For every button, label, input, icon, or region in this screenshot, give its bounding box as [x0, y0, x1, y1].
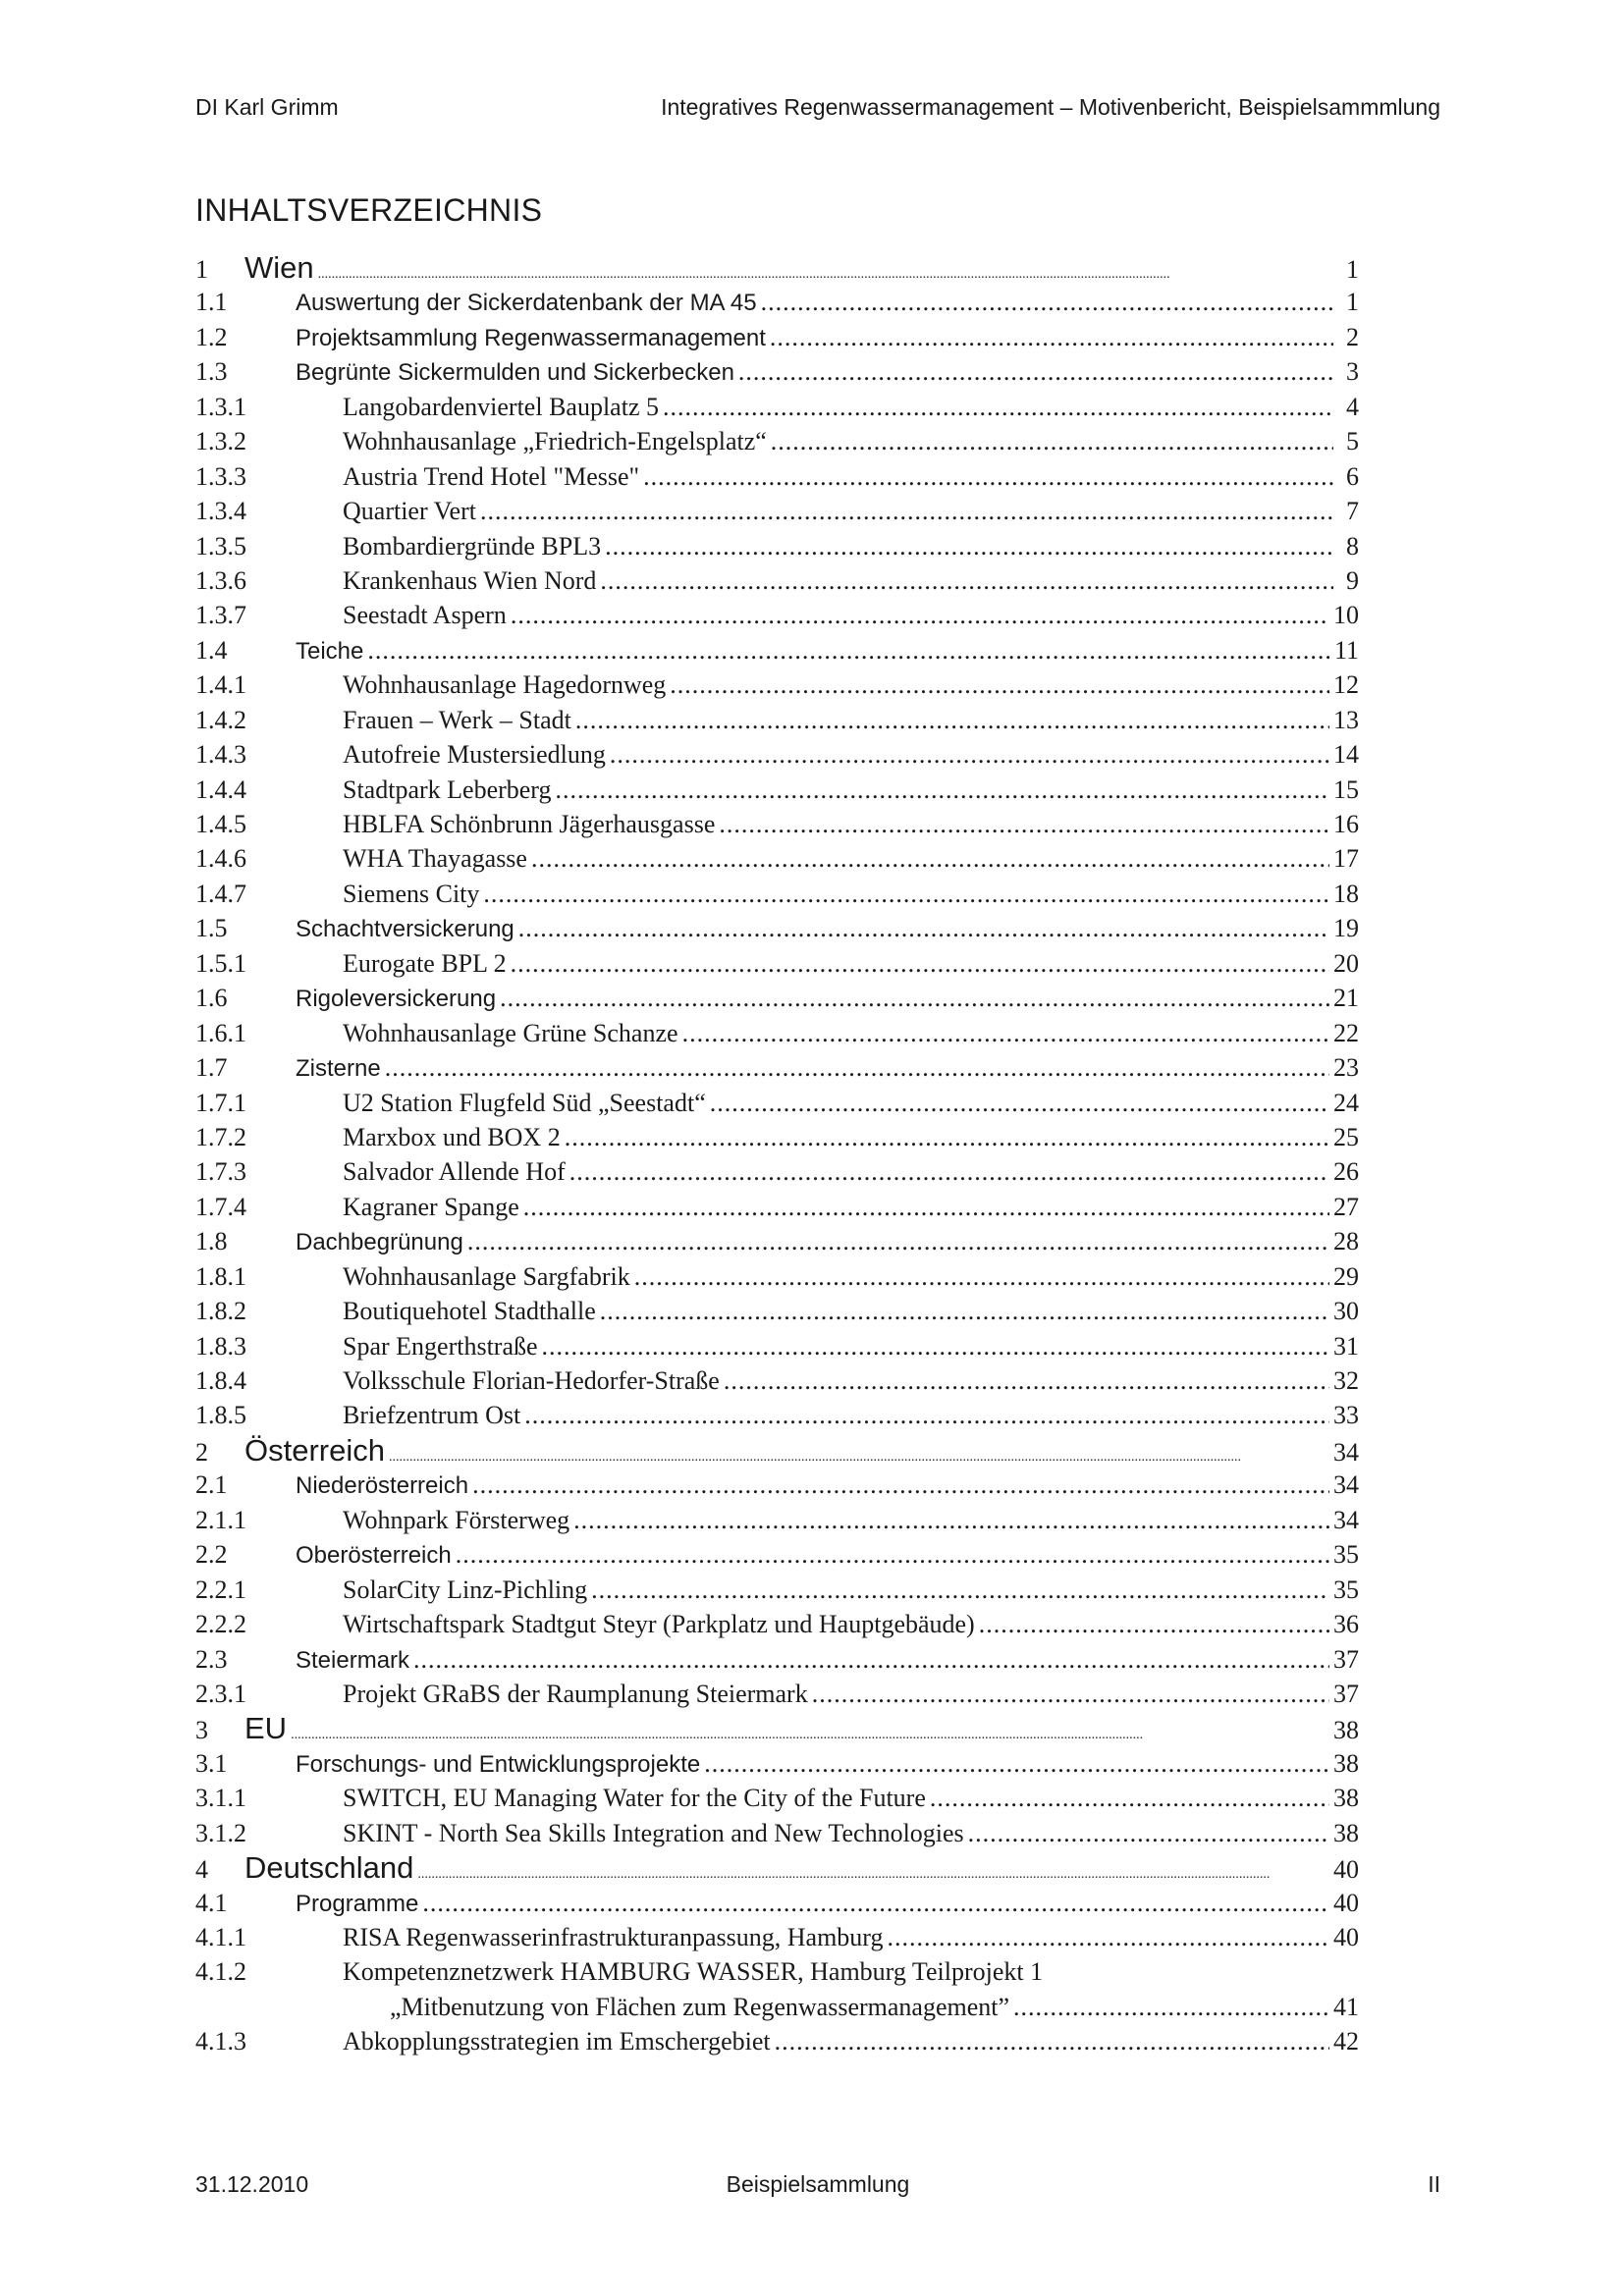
toc-leader-dots — [531, 841, 1329, 876]
toc-entry-title: Wohnhausanlage Hagedornweg — [343, 670, 667, 700]
toc-entry-page: 18 — [1333, 879, 1359, 908]
toc-entry[interactable] — [195, 1920, 1359, 1954]
toc-leader-dots — [704, 1746, 1329, 1781]
toc-entry-page: 38 — [1333, 1716, 1359, 1745]
toc-entry-title: WHA Thayagasse — [343, 844, 527, 874]
toc-leader-dots — [775, 2024, 1329, 2058]
toc-entry-number: 1.6.1 — [195, 1018, 246, 1047]
toc-entry-title: Rigoleversickerung — [296, 986, 497, 1013]
toc-leader-dots — [524, 1398, 1329, 1432]
toc-entry-title: Oberösterreich — [296, 1542, 452, 1570]
toc-entry-page: 22 — [1333, 1018, 1359, 1047]
toc-leader-dots — [1013, 1990, 1329, 2024]
toc-leader-dots — [385, 1050, 1329, 1085]
table-of-contents — [195, 250, 1359, 2059]
toc-entry-number: 1.4.2 — [195, 705, 246, 734]
toc-entry-title: RISA Regenwasserinfrastrukturanpassung, Hamburg — [343, 1923, 884, 1951]
toc-entry-number: 1.4.3 — [195, 740, 246, 770]
toc-entry[interactable] — [195, 598, 1359, 632]
toc-leader-dots — [634, 1259, 1329, 1294]
toc-entry-page: 38 — [1333, 1748, 1359, 1778]
toc-entry-title: Autofreie Mustersiedlung — [343, 740, 606, 770]
toc-entry-number: 1.3 — [195, 357, 228, 387]
toc-entry[interactable] — [195, 1711, 1359, 1745]
toc-entry-page: 4 — [1346, 392, 1359, 421]
toc-entry-title: EU — [244, 1711, 288, 1746]
toc-entry-title: Spar Engerthstraße — [343, 1331, 538, 1361]
toc-entry-page: 38 — [1333, 1818, 1359, 1847]
toc-leader-dots — [600, 1294, 1329, 1328]
toc-entry[interactable] — [195, 1154, 1359, 1189]
toc-entry[interactable] — [195, 1016, 1359, 1050]
toc-entry-page: 40 — [1333, 1888, 1359, 1917]
toc-leader-dots — [812, 1677, 1329, 1711]
toc-entry-number: 1.4 — [195, 635, 228, 665]
toc-entry-page: 6 — [1346, 461, 1359, 491]
toc-entry[interactable] — [195, 737, 1359, 772]
toc-leader-dots — [770, 320, 1333, 354]
toc-entry-page: 12 — [1333, 670, 1359, 700]
toc-entry-title: Wohnhausanlage Sargfabrik — [343, 1261, 630, 1291]
toc-entry-number: 3.1 — [195, 1748, 228, 1778]
toc-entry-page: 33 — [1333, 1401, 1359, 1430]
toc-entry-page: 29 — [1333, 1261, 1359, 1291]
toc-entry-number: 3 — [195, 1716, 208, 1745]
toc-leader-dots — [422, 1886, 1329, 1920]
toc-entry[interactable] — [195, 1294, 1359, 1328]
toc-entry-number: 2.3 — [195, 1644, 228, 1674]
toc-entry-number: 1.3.6 — [195, 565, 246, 595]
toc-leader-dots — [500, 981, 1329, 1015]
toc-leader-dots — [511, 946, 1329, 981]
toc-entry-number: 2.1.1 — [195, 1505, 246, 1534]
toc-entry-number: 1.7.2 — [195, 1122, 246, 1151]
toc-entry-title: Abkopplungsstrategien im Emschergebiet — [343, 2027, 771, 2056]
toc-entry-number: 4 — [195, 1855, 208, 1885]
toc-leader-dots — [511, 598, 1329, 632]
toc-leader-dots — [542, 1329, 1329, 1363]
toc-leader-dots — [605, 529, 1333, 563]
toc-entry[interactable] — [195, 1990, 1359, 2024]
toc-entry[interactable] — [195, 250, 1359, 285]
toc-entry-page: 15 — [1333, 774, 1359, 804]
toc-heading: INHALTSVERZEICHNIS — [195, 192, 543, 228]
toc-entry-title: Niederösterreich — [296, 1472, 469, 1500]
toc-entry-page: 38 — [1333, 1784, 1359, 1813]
toc-entry-title: SWITCH, EU Managing Water for the City of the Future — [343, 1784, 926, 1813]
toc-entry-number: 2.2 — [195, 1540, 228, 1570]
toc-entry-page: 42 — [1333, 2027, 1359, 2056]
toc-entry-title: Langobardenviertel Bauplatz 5 — [343, 392, 659, 421]
toc-entry[interactable] — [195, 1398, 1359, 1432]
toc-entry[interactable] — [195, 1224, 1359, 1258]
toc-entry-page: 5 — [1346, 427, 1359, 456]
toc-entry-page: 13 — [1333, 705, 1359, 734]
toc-entry-number: 4.1.2 — [195, 1957, 246, 1987]
toc-entry-title: Siemens City — [343, 879, 480, 908]
toc-entry[interactable] — [195, 1120, 1359, 1154]
toc-leader-dots — [591, 1573, 1329, 1607]
page-footer — [195, 2171, 1440, 2205]
toc-entry[interactable] — [195, 1816, 1359, 1850]
toc-entry-number: 1.3.2 — [195, 427, 246, 456]
toc-entry-number: 2.2.2 — [195, 1610, 246, 1639]
toc-entry[interactable] — [195, 1086, 1359, 1120]
toc-entry-title: Dachbegrünung — [296, 1229, 463, 1256]
toc-entry-title: Zisterne — [296, 1055, 381, 1083]
toc-entry[interactable] — [195, 459, 1359, 494]
toc-entry-number: 1.7 — [195, 1053, 228, 1083]
toc-entry-title: SKINT - North Sea Skills Integration and New Technologies — [343, 1818, 964, 1847]
toc-entry-title: Boutiquehotel Stadthalle — [343, 1297, 596, 1326]
toc-entry-number: 1.3.4 — [195, 497, 246, 526]
toc-leader-dots — [738, 354, 1333, 389]
toc-entry-number: 1.8.3 — [195, 1331, 246, 1361]
footer-title: Beispielsammlung — [726, 2171, 910, 2197]
toc-leader-dots — [663, 390, 1333, 424]
toc-entry-title: Österreich — [244, 1432, 385, 1468]
toc-entry-page: 37 — [1333, 1679, 1359, 1708]
toc-entry-number: 2.1 — [195, 1470, 228, 1500]
toc-entry-title: Projekt GRaBS der Raumplanung Steiermark — [343, 1679, 808, 1708]
toc-entry[interactable] — [195, 1050, 1359, 1085]
toc-entry[interactable] — [195, 1677, 1359, 1711]
toc-entry-number: 2 — [195, 1437, 208, 1467]
toc-entry[interactable] — [195, 1259, 1359, 1294]
toc-entry-title: Wohnpark Försterweg — [343, 1505, 570, 1534]
toc-leader-dots — [719, 807, 1329, 841]
toc-entry[interactable] — [195, 354, 1359, 389]
toc-entry-page: 1 — [1346, 288, 1359, 317]
toc-leader-dots — [573, 1503, 1329, 1537]
toc-entry[interactable] — [195, 424, 1359, 458]
toc-entry-number: 1.6 — [195, 984, 228, 1013]
toc-leader-dots — [600, 563, 1333, 598]
toc-entry-page: 3 — [1346, 357, 1359, 387]
toc-entry-page: 25 — [1333, 1122, 1359, 1151]
toc-leader-dots — [710, 1086, 1329, 1120]
toc-entry-page: 34 — [1333, 1505, 1359, 1534]
toc-entry-number: 1.7.3 — [195, 1157, 246, 1187]
toc-leader-dots — [483, 877, 1329, 911]
toc-leader-dots — [518, 911, 1329, 945]
toc-leader-dots — [367, 633, 1330, 667]
toc-entry[interactable] — [195, 703, 1359, 737]
toc-entry-title: Volksschule Florian-Hedorfer-Straße — [343, 1366, 720, 1395]
toc-entry-title: SolarCity Linz-Pichling — [343, 1575, 588, 1604]
toc-entry-page: 27 — [1333, 1192, 1359, 1221]
toc-entry[interactable] — [195, 529, 1359, 563]
toc-entry-title: Bombardiergründe BPL3 — [343, 531, 602, 561]
toc-entry-title: Kagraner Spange — [343, 1192, 519, 1221]
toc-entry-title: Quartier Vert — [343, 497, 476, 526]
toc-leader-dots — [979, 1607, 1329, 1641]
toc-leader-dots — [565, 1120, 1329, 1154]
toc-entry-number: 1.8.5 — [195, 1401, 246, 1430]
toc-entry-page: 17 — [1333, 844, 1359, 874]
toc-leader-dots — [761, 285, 1333, 319]
toc-entry-number: 1.3.3 — [195, 461, 246, 491]
toc-entry-number: 1 — [195, 255, 208, 284]
toc-entry-title: Krankenhaus Wien Nord — [343, 565, 597, 595]
toc-entry-title: Marxbox und BOX 2 — [343, 1122, 561, 1151]
toc-entry-title: Teiche — [296, 637, 364, 665]
toc-entry-title: Frauen – Werk – Stadt — [343, 705, 571, 734]
toc-entry[interactable] — [195, 877, 1359, 911]
toc-entry-page: 9 — [1346, 565, 1359, 595]
toc-leader-dots — [575, 703, 1329, 737]
toc-entry[interactable] — [195, 1537, 1359, 1572]
toc-entry-page: 40 — [1333, 1855, 1359, 1885]
toc-entry[interactable] — [195, 1642, 1359, 1677]
toc-entry-page: 37 — [1333, 1644, 1359, 1674]
toc-entry-title: HBLFA Schönbrunn Jägerhausgasse — [343, 810, 716, 838]
toc-entry-number: 1.2 — [195, 322, 228, 351]
toc-leader-dots — [771, 424, 1333, 458]
toc-leader-dots — [682, 1016, 1329, 1050]
toc-entry-number: 2.2.1 — [195, 1575, 246, 1604]
toc-entry-title: Wien — [244, 250, 314, 285]
toc-entry-page: 1 — [1346, 255, 1359, 284]
toc-entry[interactable] — [195, 1573, 1359, 1607]
toc-entry-page: 7 — [1346, 497, 1359, 526]
toc-entry-title: Stadtpark Leberberg — [343, 774, 552, 804]
toc-entry[interactable] — [195, 2024, 1359, 2058]
toc-entry-number: 1.7.4 — [195, 1192, 246, 1221]
toc-entry-title: Schachtversickerung — [296, 916, 514, 943]
toc-entry-title: Wirtschaftspark Stadtgut Steyr (Parkplatz und Hauptgebäude) — [343, 1610, 975, 1639]
toc-entry[interactable] — [195, 911, 1359, 945]
toc-entry-number: 1.5 — [195, 914, 228, 943]
toc-entry-number: 1.8.4 — [195, 1366, 246, 1395]
toc-entry-number: 1.4.4 — [195, 774, 246, 804]
toc-entry-page: 21 — [1333, 984, 1359, 1013]
toc-entry-page: 23 — [1333, 1053, 1359, 1083]
toc-entry-number: 1.4.7 — [195, 879, 246, 908]
toc-entry-number: 1.3.1 — [195, 392, 246, 421]
toc-entry[interactable] — [195, 1607, 1359, 1641]
toc-entry-page: 32 — [1333, 1366, 1359, 1395]
toc-entry[interactable] — [195, 1433, 1359, 1468]
toc-entry-number: 3.1.2 — [195, 1818, 246, 1847]
toc-entry[interactable] — [195, 946, 1359, 981]
toc-entry[interactable] — [195, 841, 1359, 876]
toc-entry[interactable] — [195, 1329, 1359, 1363]
toc-entry-page: 28 — [1333, 1227, 1359, 1256]
toc-entry[interactable] — [195, 981, 1359, 1015]
toc-entry[interactable] — [195, 1954, 1359, 1989]
toc-entry-page: 16 — [1333, 810, 1359, 838]
toc-entry-number: 2.3.1 — [195, 1679, 246, 1708]
toc-entry-page: 35 — [1333, 1540, 1359, 1570]
toc-entry-page: 26 — [1333, 1157, 1359, 1187]
toc-entry-number: 4.1.1 — [195, 1923, 246, 1951]
toc-leader-dots — [480, 494, 1333, 528]
toc-leader-dots — [413, 1642, 1329, 1677]
toc-entry-page: 40 — [1333, 1923, 1359, 1951]
toc-entry[interactable] — [195, 633, 1359, 667]
toc-leader-dots — [456, 1537, 1329, 1572]
toc-entry-page: 11 — [1333, 635, 1359, 665]
toc-leader-dots — [556, 773, 1330, 807]
toc-entry-page: 36 — [1333, 1610, 1359, 1639]
toc-entry[interactable] — [195, 1468, 1359, 1502]
toc-entry-title: Briefzentrum Ost — [343, 1401, 521, 1430]
toc-entry-number: 4.1 — [195, 1888, 228, 1917]
toc-entry-page: 34 — [1333, 1470, 1359, 1500]
header-author: DI Karl Grimm — [195, 94, 339, 120]
toc-entry[interactable] — [195, 773, 1359, 807]
toc-entry[interactable] — [195, 563, 1359, 598]
toc-entry[interactable] — [195, 320, 1359, 354]
toc-entry-title: Begrünte Sickermulden und Sickerbecken — [296, 359, 734, 387]
toc-entry-page: 20 — [1333, 948, 1359, 978]
toc-entry-title: Auswertung der Sickerdatenbank der MA 45 — [296, 290, 757, 317]
toc-entry-page: 31 — [1333, 1331, 1359, 1361]
toc-leader-dots — [523, 1190, 1329, 1224]
toc-entry-number: 1.8.1 — [195, 1261, 246, 1291]
toc-entry[interactable] — [195, 390, 1359, 424]
toc-entry-page: 14 — [1333, 740, 1359, 770]
toc-leader-dots — [569, 1154, 1329, 1189]
toc-entry-page: 10 — [1333, 601, 1359, 630]
toc-leader-dots — [643, 459, 1333, 494]
toc-leader-dots — [467, 1224, 1329, 1258]
toc-entry-title: Forschungs- und Entwicklungsprojekte — [296, 1750, 701, 1778]
toc-entry-page: 2 — [1346, 322, 1359, 351]
toc-entry-title: Steiermark — [296, 1646, 410, 1674]
toc-entry-number: 4.1.3 — [195, 2027, 246, 2056]
toc-entry-title: Eurogate BPL 2 — [343, 948, 507, 978]
toc-leader-dots — [968, 1816, 1329, 1850]
toc-entry-number: 1.3.5 — [195, 531, 246, 561]
toc-entry-number: 1.3.7 — [195, 601, 246, 630]
toc-entry[interactable] — [195, 667, 1359, 702]
toc-entry[interactable] — [195, 1781, 1359, 1815]
toc-entry-page: 19 — [1333, 914, 1359, 943]
toc-entry[interactable] — [195, 1850, 1359, 1885]
toc-entry-title: Deutschland — [244, 1850, 414, 1886]
toc-entry-title: Programme — [296, 1890, 419, 1917]
toc-entry-page: 34 — [1333, 1437, 1359, 1467]
toc-entry-title: Wohnhausanlage „Friedrich-Engelsplatz“ — [343, 427, 767, 456]
toc-leader-dots — [887, 1920, 1329, 1954]
toc-entry-number: 1.4.5 — [195, 810, 246, 838]
toc-entry[interactable] — [195, 1190, 1359, 1224]
toc-leader-dots — [610, 737, 1329, 772]
page-header — [195, 94, 1440, 128]
toc-entry-page: 24 — [1333, 1088, 1359, 1117]
toc-leader-dots — [724, 1363, 1329, 1398]
toc-entry-title: Seestadt Aspern — [343, 601, 507, 630]
toc-entry[interactable] — [195, 807, 1359, 841]
toc-entry-number: 1.8 — [195, 1227, 228, 1256]
toc-entry-number: 1.8.2 — [195, 1297, 246, 1326]
toc-entry-number: 1.4.6 — [195, 844, 246, 874]
toc-entry-number: 3.1.1 — [195, 1784, 246, 1813]
toc-entry-page: 41 — [1333, 1992, 1359, 2021]
toc-entry-page: 30 — [1333, 1297, 1359, 1326]
toc-entry-title: Salvador Allende Hof — [343, 1157, 566, 1187]
toc-entry-page: 35 — [1333, 1575, 1359, 1604]
toc-leader-dots — [472, 1468, 1329, 1502]
toc-entry-number: 1.7.1 — [195, 1088, 246, 1117]
toc-entry-title: Projektsammlung Regenwassermanagement — [296, 324, 766, 351]
footer-page-number: II — [1428, 2171, 1440, 2197]
toc-entry-number: 1.4.1 — [195, 670, 246, 700]
toc-entry-title: Austria Trend Hotel "Messe" — [343, 461, 640, 491]
toc-entry-title: U2 Station Flugfeld Süd „Seestadt“ — [343, 1088, 706, 1117]
footer-date: 31.12.2010 — [195, 2171, 309, 2197]
toc-leader-dots — [670, 667, 1329, 702]
header-document-title: Integratives Regenwassermanagement – Motivenbericht, Beispielsammmlung — [661, 94, 1440, 120]
toc-entry-number: 1.1 — [195, 288, 228, 317]
toc-entry[interactable] — [195, 1363, 1359, 1398]
toc-entry-title: Kompetenznetzwerk HAMBURG WASSER, Hamburg Teilprojekt 1 — [343, 1957, 1044, 1987]
toc-entry[interactable] — [195, 1503, 1359, 1537]
toc-entry-page: 8 — [1346, 531, 1359, 561]
toc-entry-title: Wohnhausanlage Grüne Schanze — [343, 1018, 678, 1047]
toc-entry[interactable] — [195, 1886, 1359, 1920]
toc-entry[interactable] — [195, 285, 1359, 319]
toc-entry-title: „Mitbenutzung von Flächen zum Regenwassermanagement” — [390, 1992, 1010, 2021]
toc-entry[interactable] — [195, 494, 1359, 528]
toc-entry[interactable] — [195, 1746, 1359, 1781]
toc-leader-dots — [930, 1781, 1329, 1815]
toc-entry-number: 1.5.1 — [195, 948, 246, 978]
